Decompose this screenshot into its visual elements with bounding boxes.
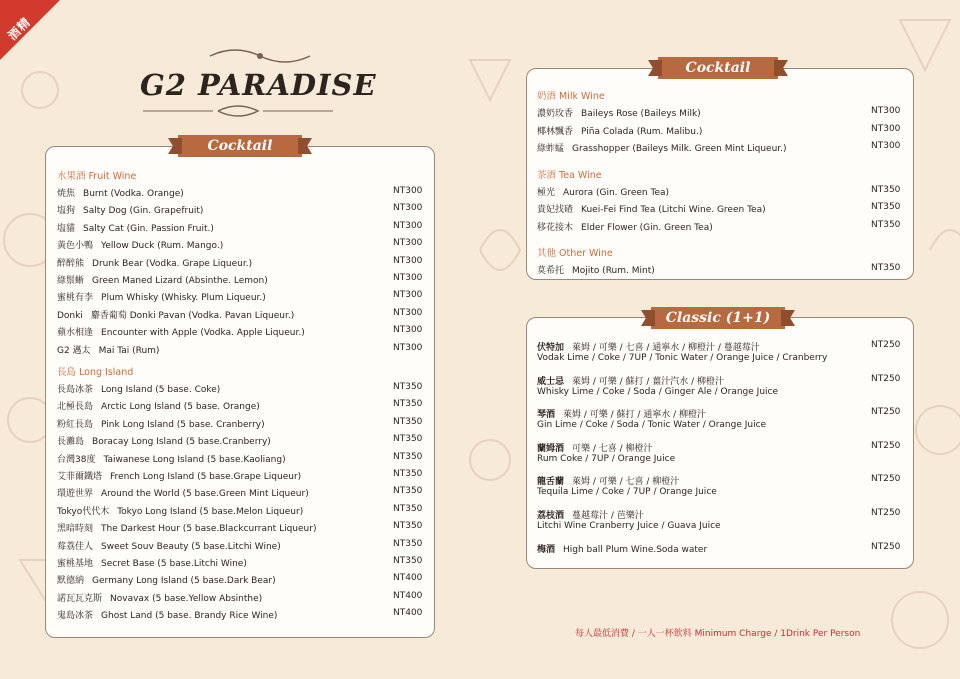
menu-item (57, 504, 303, 517)
classic-item-price: NT250 (871, 373, 901, 384)
menu-item (57, 469, 301, 482)
menu-item-zh: 莫希托 (537, 266, 565, 276)
menu-item-price: NT350 (393, 416, 423, 427)
menu-item-price: NT300 (871, 123, 901, 134)
menu-item (57, 608, 277, 621)
menu-item-price: NT300 (393, 273, 423, 283)
classic-item-zh: 梅酒 (537, 545, 556, 555)
menu-item (57, 434, 271, 447)
menu-item-zh: 莓荔佳人 (57, 541, 94, 552)
menu-item-price: NT300 (393, 290, 423, 301)
menu-item-en: Baileys Rose (Baileys Milk) (581, 109, 701, 119)
menu-item-price: NT400 (393, 590, 423, 601)
classic-item-en: Whisky Lime / Coke / Soda / Ginger Ale / Orange Juice (537, 386, 779, 397)
classic-item-price: NT250 (871, 508, 901, 518)
menu-item (537, 106, 701, 119)
menu-item (537, 185, 669, 198)
corner-label: 酒精 (5, 14, 34, 44)
menu-item-en: Drunk Bear (Vodka. Grape Liqueur.) (92, 258, 253, 269)
ribbon-label: Cocktail (685, 60, 751, 76)
menu-item-en: Grasshopper (Baileys Milk. Green Mint Liqueur.) (572, 144, 787, 154)
menu-item-en: Secret Base (5 base.Litchi Wine) (101, 559, 247, 569)
menu-item-zh: 黃色小鴨 (57, 241, 94, 252)
menu-item-en: Long Island (5 base. Coke) (101, 385, 221, 395)
menu-item-en: Yellow Duck (Rum. Mango.) (101, 241, 224, 252)
menu-item-price: NT350 (393, 434, 423, 445)
classic-item (537, 508, 644, 521)
classic-item-price: NT250 (871, 542, 901, 552)
menu-item (57, 417, 265, 430)
classic-item-zh: 荔枝酒 (537, 511, 565, 521)
menu-item-price: NT350 (393, 451, 423, 462)
menu-item-zh: Tokyo代代木 (57, 506, 110, 517)
classic-item (537, 441, 653, 454)
right-bottom-ribbon (651, 307, 785, 329)
classic-item (537, 407, 706, 420)
classic-item (537, 474, 679, 487)
section-title: 茶酒 Tea Wine (537, 169, 602, 181)
menu-item (57, 539, 281, 552)
menu-item-zh: 塩狗 (57, 206, 76, 217)
classic-item-zh: 威士忌 (537, 376, 565, 387)
menu-item-zh: 椰林飄香 (537, 126, 574, 137)
menu-item-en: Novavax (5 base.Yellow Absinthe) (110, 593, 263, 604)
menu-item (57, 238, 223, 251)
menu-item (57, 521, 316, 534)
menu-item-zh: G2 邁太 (57, 345, 91, 356)
menu-item-en: Aurora (Gin. Green Tea) (563, 187, 670, 198)
menu-item-en: Arctic Long Island (5 base. Orange) (101, 402, 260, 413)
menu-item-price: NT350 (871, 219, 901, 230)
menu-item (57, 486, 309, 499)
menu-item-en: Piña Colada (Rum. Malibu.) (581, 126, 703, 137)
menu-item-zh: 蜜桃有李 (57, 293, 94, 304)
classic-item-zh: 蘭姆酒 (537, 443, 565, 454)
menu-item (537, 263, 655, 276)
menu-item (57, 308, 294, 321)
menu-item-zh: 蘋水相逢 (57, 328, 94, 339)
classic-item-mix: 萊姆 / 可樂 / 七喜 / 柳橙汁 (572, 477, 680, 488)
classic-item-mix: 蔓越莓汁 / 芭樂汁 (572, 511, 644, 521)
menu-item-price: NT300 (393, 203, 423, 214)
menu-item-zh: Donki (57, 310, 83, 321)
classic-item (537, 340, 760, 353)
section-title: 奶酒 Milk Wine (537, 91, 605, 102)
menu-item-en: Burnt (Vodka. Orange) (83, 189, 184, 199)
menu-item-en: Salty Cat (Gin. Passion Fruit.) (83, 223, 214, 234)
classic-item-mix: 萊姆 / 可樂 / 蘇打 / 通寧水 / 柳橙汁 (563, 410, 707, 421)
classic-item-en: Tequila Lime / Coke / 7UP / Orange Juice (537, 487, 717, 498)
classic-item-en: Gin Lime / Coke / Soda / Tonic Water / Orange Juice (537, 420, 767, 431)
menu-item-en: Pink Long Island (5 base. Cranberry) (101, 419, 265, 430)
ribbon-label: Classic (1+1) (665, 310, 771, 326)
menu-item (57, 325, 305, 338)
menu-item-zh: 綠蚱蜢 (537, 144, 565, 154)
menu-item-price: NT300 (393, 255, 423, 266)
menu-item-en: 麝香葡萄 Donki Pavan (Vodka. Pavan Liqueur.) (90, 310, 295, 321)
menu-item-zh: 塩貓 (57, 223, 76, 234)
menu-item-zh: 長島冰茶 (57, 385, 94, 395)
minimum-charge-note: 每人最低消費 / 一人一杯飲料 Minimum Charge / 1Drink Per Person (575, 629, 861, 639)
menu-item-price: NT350 (393, 538, 423, 549)
section-title: 其他 Other Wine (537, 248, 613, 259)
menu-item-price: NT350 (871, 202, 901, 212)
bottom-ornament (138, 104, 338, 118)
menu-item-en: Mai Tai (Rum) (98, 345, 160, 356)
menu-item-zh: 艾菲爾鐵塔 (57, 472, 103, 482)
ribbon-label: Cocktail (207, 138, 273, 154)
menu-item (57, 186, 184, 199)
classic-item-mix: 萊姆 / 可樂 / 七喜 / 通寧水 / 柳橙汁 / 蔓越莓汁 (572, 343, 760, 353)
menu-item-price: NT300 (871, 106, 901, 116)
menu-item-price: NT300 (393, 220, 423, 231)
classic-item-en: Litchi Wine Cranberry Juice / Guava Juice (537, 521, 721, 531)
top-ornament (205, 46, 315, 66)
menu-item-en: Encounter with Apple (Vodka. Apple Liqueur.) (101, 328, 305, 339)
menu-item-zh: 濃奶玫香 (537, 109, 574, 119)
classic-item-mix: 萊姆 / 可樂 / 蘇打 / 薑汁汽水 / 柳橙汁 (572, 376, 725, 387)
menu-item-zh: 極光 (537, 187, 556, 198)
menu-item-price: NT400 (393, 573, 423, 584)
menu-item-zh: 台灣38度 (57, 454, 96, 465)
menu-item-en: Tokyo Long Island (5 base.Melon Liqueur) (117, 506, 304, 517)
classic-item (537, 542, 707, 555)
classic-item-price: NT250 (871, 407, 901, 418)
brand-title: G2 PARADISE (140, 68, 377, 102)
classic-item-price: NT250 (871, 440, 901, 451)
menu-item-zh: 鬼島冰茶 (57, 611, 94, 622)
classic-item-en: Rum Coke / 7UP / Orange Juice (537, 453, 676, 464)
menu-item-en: Kuei-Fei Find Tea (Litchi Wine. Green Tea) (581, 205, 766, 215)
menu-item (57, 399, 260, 412)
menu-item-price: NT350 (393, 521, 423, 532)
classic-item (537, 374, 724, 387)
menu-item (57, 556, 247, 569)
menu-item-en: Ghost Land (5 base. Brandy Rice Wine) (101, 611, 278, 622)
menu-item-zh: 長灘島 (57, 437, 85, 448)
menu-item (57, 290, 266, 303)
section-title: 水果酒 Fruit Wine (57, 171, 137, 182)
menu-item-price: NT350 (393, 399, 423, 410)
menu-item-en: Sweet Souv Beauty (5 base.Litchi Wine) (101, 541, 281, 552)
menu-item-price: NT300 (393, 186, 423, 196)
menu-item (537, 124, 702, 137)
menu-item-en: French Long Island (5 base.Grape Liqueur) (110, 472, 302, 482)
menu-item-price: NT350 (393, 486, 423, 497)
menu-item-price: NT350 (393, 382, 423, 392)
menu-item-price: NT300 (393, 307, 423, 318)
classic-item-price: NT250 (871, 474, 901, 485)
menu-item-zh: 諾瓦瓦克斯 (57, 593, 103, 604)
classic-item-zh: 龍舌蘭 (537, 477, 565, 488)
menu-item-en: The Darkest Hour (5 base.Blackcurrant Liqueur) (101, 524, 317, 535)
classic-item-price: NT250 (871, 340, 901, 350)
menu-item-price: NT350 (393, 556, 423, 566)
menu-item-zh: 默德納 (57, 576, 85, 587)
menu-item-zh: 醉醉熊 (57, 258, 85, 269)
menu-item-zh: 貴妃找碴 (537, 205, 574, 215)
menu-item (537, 220, 713, 233)
menu-item-price: NT400 (393, 608, 423, 619)
menu-item (57, 343, 159, 356)
menu-item-en: Around the World (5 base.Green Mint Liqueur) (101, 489, 309, 500)
menu-item-zh: 粉紅長島 (57, 419, 94, 430)
menu-item (57, 256, 252, 269)
menu-item (537, 202, 766, 215)
classic-item-zh: 伏特加 (537, 343, 565, 353)
menu-item-price: NT300 (871, 141, 901, 151)
menu-item-zh: 環遊世界 (57, 489, 94, 500)
menu-item (57, 382, 220, 395)
right-top-ribbon (658, 57, 778, 79)
menu-item-en: Taiwanese Long Island (5 base.Kaoliang) (103, 454, 286, 465)
menu-item (57, 221, 214, 234)
section-title: 長島 Long Island (57, 367, 134, 378)
menu-item-zh: 焼焦 (57, 189, 76, 199)
menu-item (57, 203, 203, 216)
classic-item-zh: 琴酒 (537, 410, 556, 421)
menu-item-zh: 北極長島 (57, 402, 94, 413)
menu-item (537, 141, 787, 154)
classic-item-mix: High ball Plum Wine.Soda water (563, 545, 708, 555)
menu-item-en: Plum Whisky (Whisky. Plum Liqueur.) (101, 293, 266, 304)
menu-item-price: NT350 (871, 184, 901, 195)
menu-item (57, 591, 262, 604)
menu-item-price: NT350 (871, 263, 901, 273)
menu-item-en: Elder Flower (Gin. Green Tea) (581, 222, 713, 233)
menu-item-zh: 綠鬃蜥 (57, 276, 85, 286)
menu-item (57, 452, 286, 465)
classic-item-mix: 可樂 / 七喜 / 柳橙汁 (572, 443, 653, 454)
left-panel-ribbon (178, 135, 302, 157)
menu-item-en: Salty Dog (Gin. Grapefruit) (83, 206, 204, 217)
classic-item-en: Vodak Lime / Coke / 7UP / Tonic Water / Orange Juice / Cranberry (537, 353, 828, 363)
menu-item-en: Mojito (Rum. Mint) (572, 266, 655, 276)
menu-item-zh: 蜜桃基地 (57, 559, 94, 569)
menu-item-price: NT350 (393, 469, 423, 479)
menu-item-en: Germany Long Island (5 base.Dark Bear) (92, 576, 276, 587)
menu-item-zh: 移花接木 (537, 222, 574, 233)
menu-item (57, 573, 276, 586)
menu-item-price: NT300 (393, 342, 423, 353)
menu-item-zh: 黑暗時刻 (57, 524, 94, 535)
menu-item-en: Green Maned Lizard (Absinthe. Lemon) (92, 276, 268, 286)
menu-item (57, 273, 268, 286)
menu-item-price: NT300 (393, 325, 423, 336)
menu-item-price: NT300 (393, 238, 423, 249)
menu-item-en: Boracay Long Island (5 base.Cranberry) (92, 437, 271, 448)
menu-item-price: NT350 (393, 503, 423, 514)
